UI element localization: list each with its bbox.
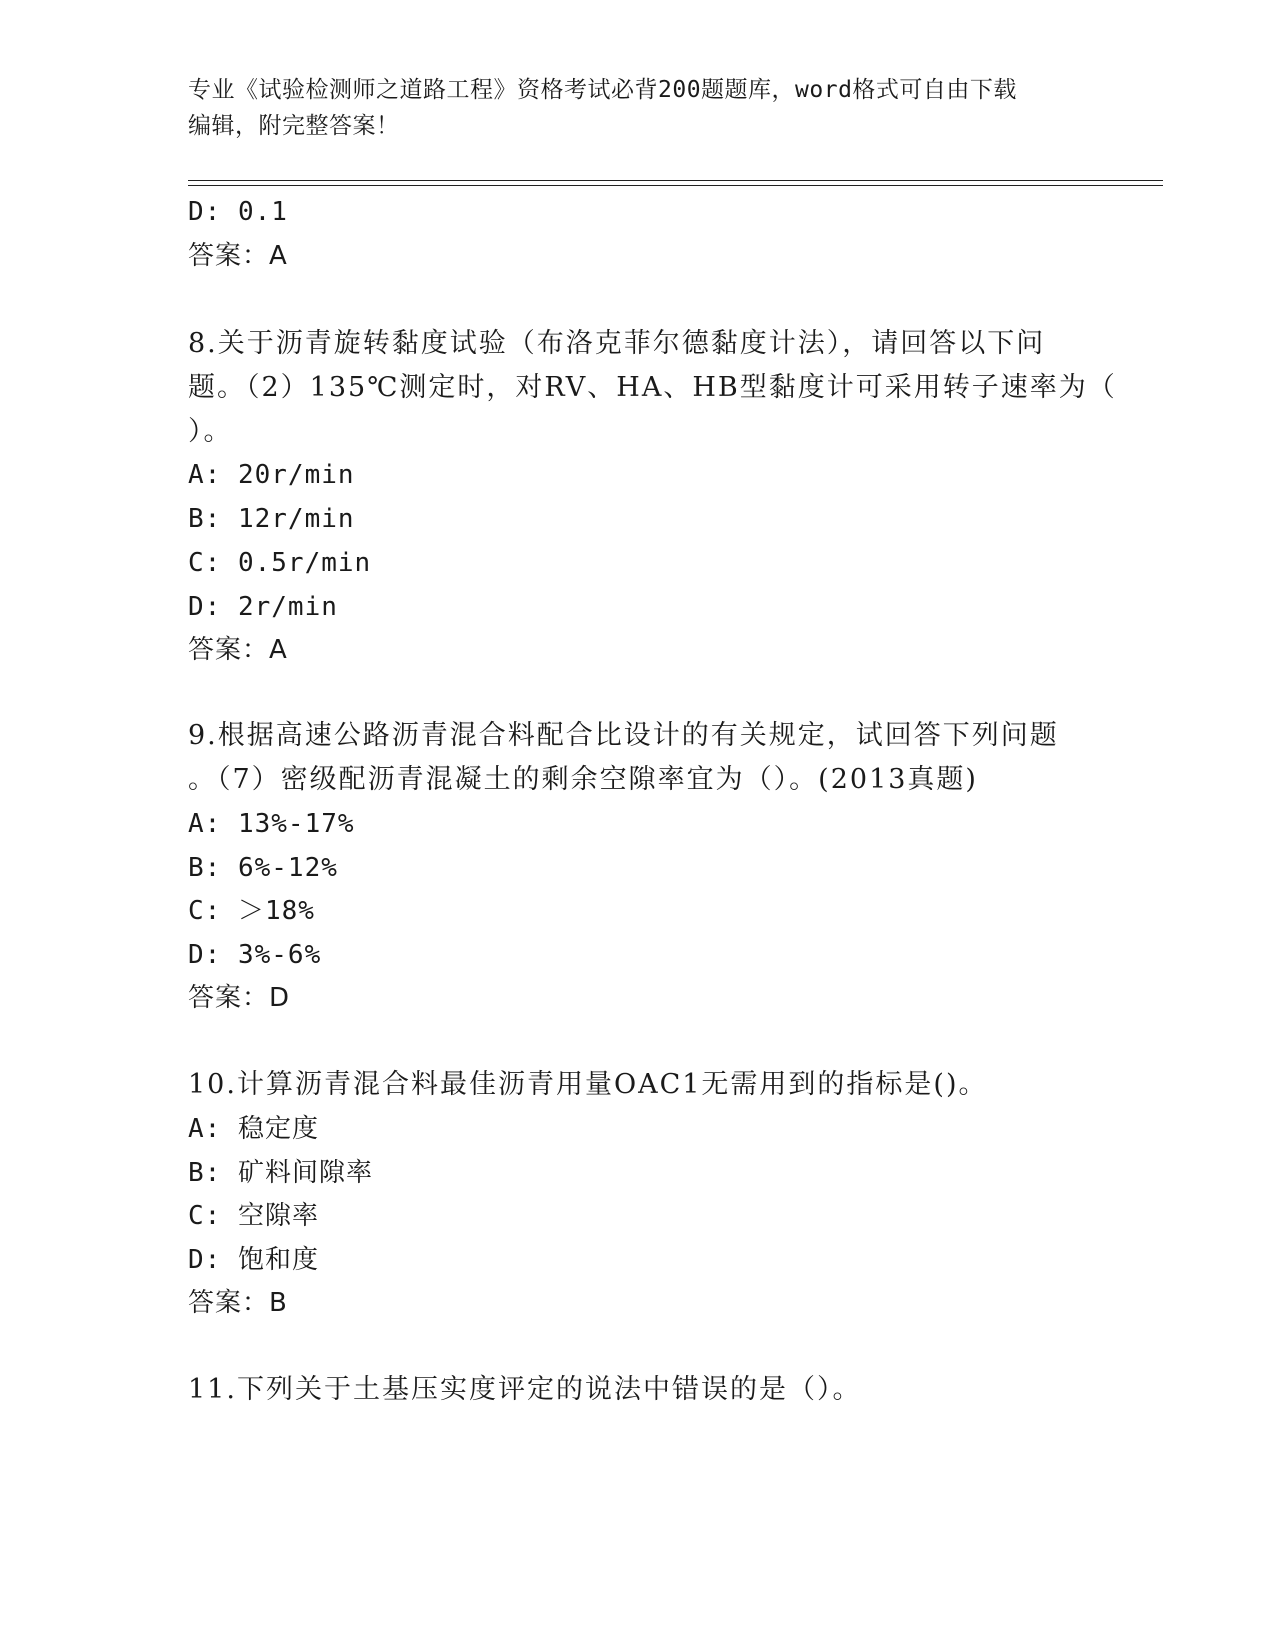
q8-stem-line-3: ）。: [188, 416, 233, 447]
q11-stem-line-1: 11.下列关于土基压实度评定的说法中错误的是（）。: [188, 1374, 862, 1405]
header-line-1: 专业《试验检测师之道路工程》资格考试必背200题题库，word格式可自由下载: [188, 77, 1017, 103]
q9-option-c: C: ＞18%: [188, 896, 315, 926]
q10-option-b: B: 矿料间隙率: [188, 1158, 373, 1188]
q8-option-c: C: 0.5r/min: [188, 548, 372, 578]
q10-answer: 答案：B: [188, 1288, 288, 1318]
q8-option-b: B: 12r/min: [188, 504, 355, 534]
q10-option-c: C: 空隙率: [188, 1201, 319, 1231]
q7-answer: 答案：A: [188, 241, 288, 271]
header-divider-bottom: [188, 185, 1163, 186]
q10-option-d: D: 饱和度: [188, 1245, 319, 1275]
q9-answer: 答案：D: [188, 983, 291, 1013]
q8-stem-line-2: 题。（2）135℃测定时，对RV、HA、HB型黏度计可采用转子速率为（: [188, 372, 1117, 403]
q7-option-d: D: 0.1: [188, 197, 288, 227]
q9-stem-line-2: 。（7）密级配沥青混凝土的剩余空隙率宜为（）。(2013真题): [188, 764, 978, 795]
q9-option-b: B: 6%-12%: [188, 853, 338, 883]
q10-stem-line-1: 10.计算沥青混合料最佳沥青用量OAC1无需用到的指标是()。: [188, 1069, 988, 1100]
q8-option-d: D: 2r/min: [188, 592, 338, 622]
q8-answer: 答案：A: [188, 635, 288, 665]
q9-option-d: D: 3%-6%: [188, 940, 322, 970]
q9-option-a: A: 13%-17%: [188, 809, 355, 839]
header-divider-top: [188, 180, 1163, 181]
q8-stem-line-1: 8.关于沥青旋转黏度试验（布洛克菲尔德黏度计法），请回答以下问: [188, 328, 1046, 359]
header-line-2: 编辑，附完整答案！: [188, 113, 400, 139]
q10-option-a: A: 稳定度: [188, 1114, 319, 1144]
document-header: [188, 72, 1088, 144]
q9-stem-line-1: 9.根据高速公路沥青混合料配合比设计的有关规定，试回答下列问题: [188, 720, 1059, 751]
q8-option-a: A: 20r/min: [188, 460, 355, 490]
